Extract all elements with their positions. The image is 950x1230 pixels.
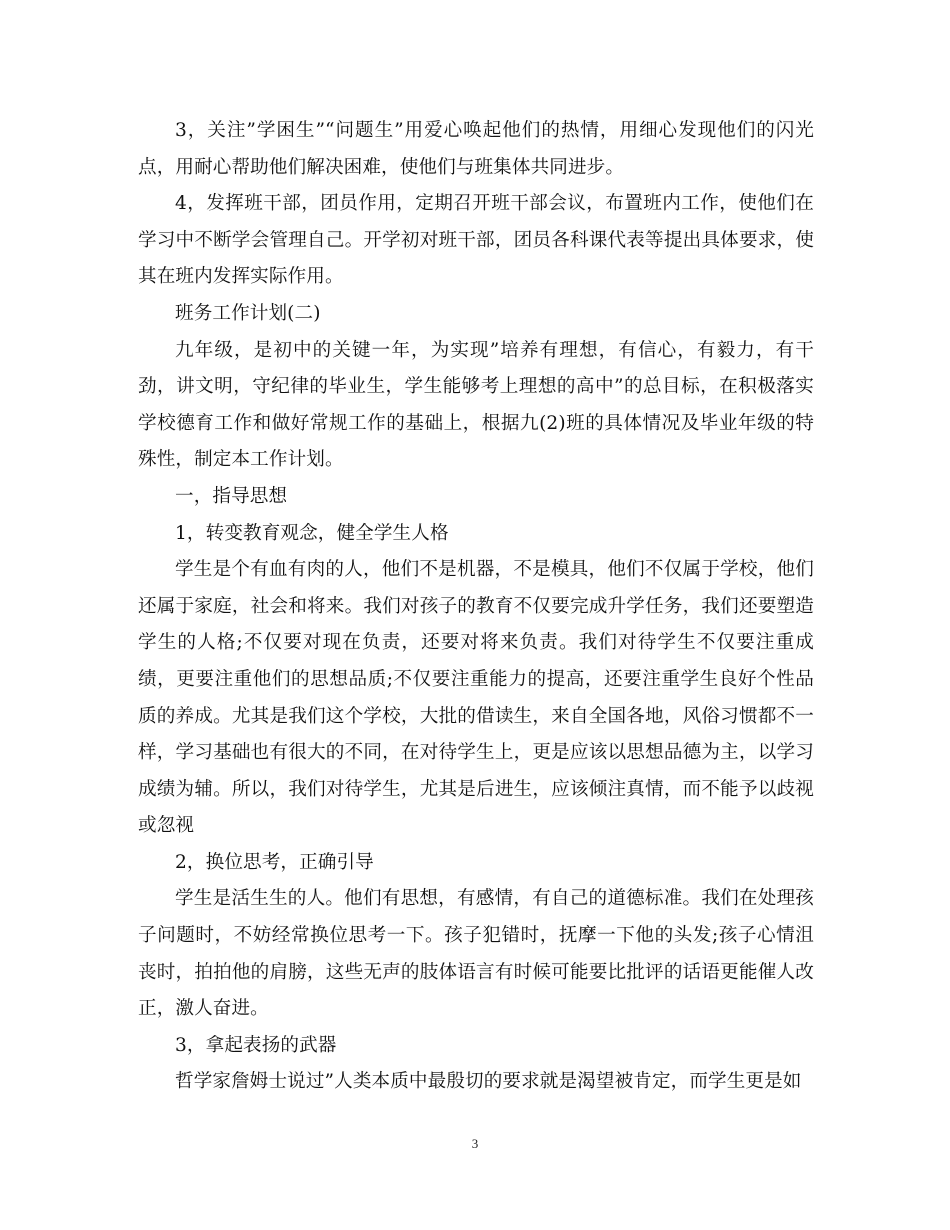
subheading-praise: 3，拿起表扬的武器 bbox=[175, 1034, 337, 1056]
subheading-empathy: 2，换位思考，正确引导 bbox=[175, 851, 374, 873]
document-body bbox=[138, 113, 814, 1101]
paragraph-student-personality: 学生是个有血有肉的人，他们不是机器，不是模具，他们不仅属于学校，他们还属于家庭，社会和将来。我们对孩子的教育不仅要完成升学任务，我们还要塑造学生的人格;不仅要对现在负责，还要对将来负责。我们对待学生不仅要注重成绩，更要注重他们的思想品质;不仅要注重能力的提高，还要注重学生良好个性品质的养成。尤其是我们这个学校，大批的借读生，来自全国各地，风俗习惯都不一样，学习基础也有很大的不同，在对待学生上，更是应该以思想品德为主，以学习成绩为辅。所以，我们对待学生，尤其是后进生，应该倾注真情，而不能予以歧视或忽视 bbox=[138, 559, 814, 837]
paragraph-item-3-attention: 3，关注”学困生”“问题生”用爱心唤起他们的热情，用细心发现他们的闪光点，用耐心帮助他们解决困难，使他们与班集体共同进步。 bbox=[138, 120, 814, 178]
paragraph-grade-nine-intro: 九年级，是初中的关键一年，为实现”培养有理想，有信心，有毅力，有干劲，讲文明，守纪律的毕业生，学生能够考上理想的高中”的总目标，在积极落实学校德育工作和做好常规工作的基础上，根据九(2)班的具体情况及毕业年级的特殊性，制定本工作计划。 bbox=[138, 339, 814, 471]
page-number: 3 bbox=[471, 1136, 479, 1151]
paragraph-item-4-class-cadres: 4，发挥班干部，团员作用，定期召开班干部会议，布置班内工作，使他们在学习中不断学会管理自己。开学初对班干部，团员各科课代表等提出具体要求，使其在班内发挥实际作用。 bbox=[138, 193, 814, 288]
subheading-change-concept: 1，转变教育观念，健全学生人格 bbox=[175, 522, 449, 544]
heading-guiding-thought: 一，指导思想 bbox=[175, 485, 288, 507]
paragraph-james-quote: 哲学家詹姆士说过”人类本质中最殷切的要求就是渴望被肯定，而学生更是如 bbox=[175, 1071, 802, 1093]
section-title-plan-two: 班务工作计划(二) bbox=[175, 302, 321, 324]
paragraph-empathy: 学生是活生生的人。他们有思想，有感情，有自己的道德标准。我们在处理孩子问题时，不妨经常换位思考一下。孩子犯错时，抚摩一下他的头发;孩子心情沮丧时，拍拍他的肩膀，这些无声的肢体语言有时候可能要比批评的话语更能催人改正，激人奋进。 bbox=[138, 888, 814, 1020]
